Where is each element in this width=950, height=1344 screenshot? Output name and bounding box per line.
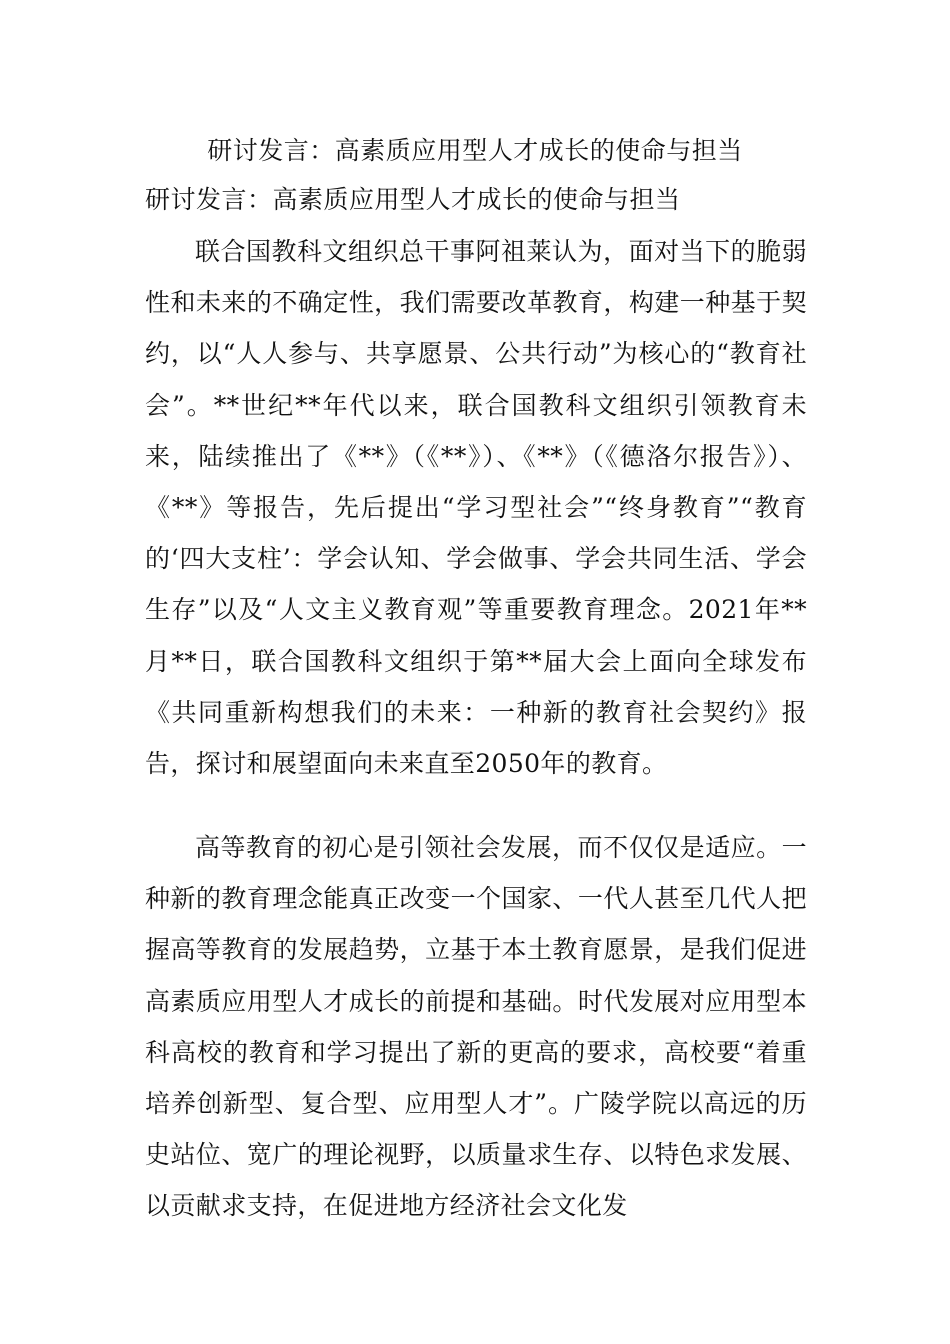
document-subtitle: 研讨发言：高素质应用型人才成长的使命与担当: [145, 185, 681, 214]
body-paragraph: 联合国教科文组织总干事阿祖莱认为，面对当下的脆弱性和未来的不确定性，我们需要改革教育，构建一种基于契约，以“人人参与、共享愿景、公共行动”为核心的“教育社会”。**世纪**年代以来，联合国教科文组织引领教育未来，陆续推出了《**》（《**》）、《**》（《德洛尔报告》）、《**》等报告，先后提出“学习型社会”“终身教育”“教育的‘四大支柱’：学会认知、学会做事、学会共同生活、学会生存”以及“人文主义教育观”等重要教育理念。2021年**月**日，联合国教科文组织于第**届大会上面向全球发布《共同重新构想我们的未来：一种新的教育社会契约》报告，探讨和展望面向未来直至2050年的教育。: [145, 237, 807, 779]
body-paragraph: 高等教育的初心是引领社会发展，而不仅仅是适应。一种新的教育理念能真正改变一个国家、一代人甚至几代人把握高等教育的发展趋势，立基于本土教育愿景，是我们促进高素质应用型人才成长的前提和基础。时代发展对应用型本科高校的教育和学习提出了新的更高的要求，高校要“着重培养创新型、复合型、应用型人才”。广陵学院以高远的历史站位、宽广的理论视野，以质量求生存、以特色求发展、以贡献求支持，在促进地方经济社会文化发: [145, 833, 807, 1221]
document-title: 研讨发言：高素质应用型人才成长的使命与担当: [207, 136, 743, 165]
